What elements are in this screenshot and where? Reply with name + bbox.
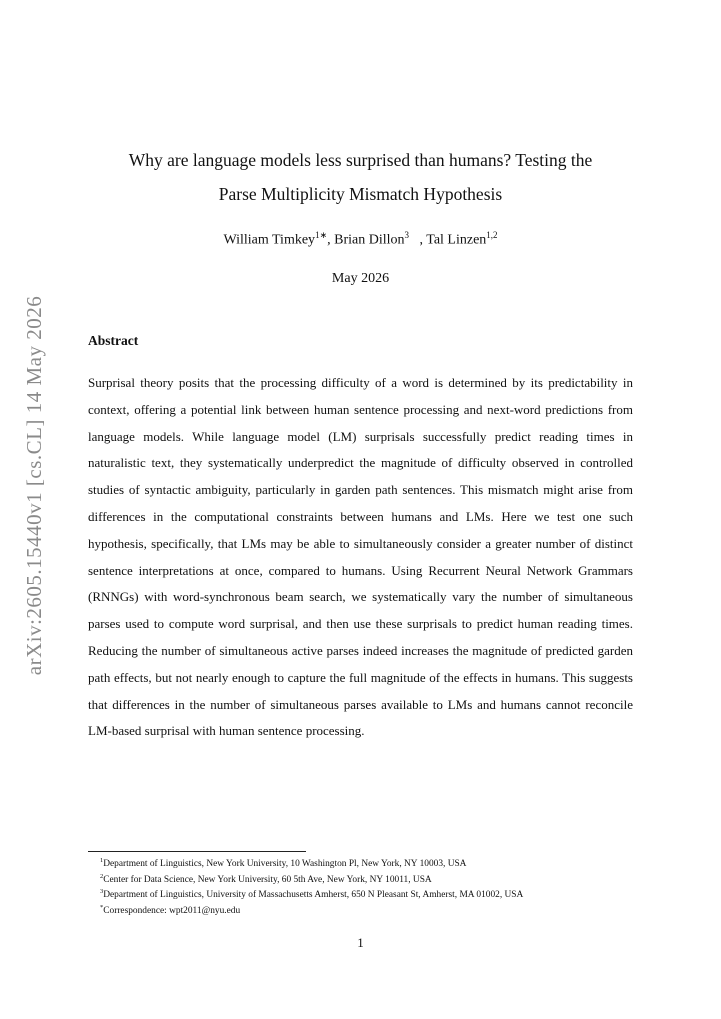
footnote-mark: 1 [100,857,104,864]
author-affiliation: 1,2 [486,230,498,240]
arxiv-sidebar [10,295,60,675]
abstract-heading: Abstract [88,333,139,348]
author-separator: , [409,232,427,248]
footnote [88,855,528,871]
author-list [88,230,633,249]
footnote [88,886,528,902]
footnote [88,902,528,918]
footnote-rule [88,851,306,852]
footnote-mark: 2 [100,872,104,880]
footnote-mark: * [100,904,104,912]
title-line-2: Parse Multiplicity Mismatch Hypothesis [218,184,503,204]
abstract-body: Surprisal theory posits that the processing difficulty of a word is determined by its predictability in context, offering a potential link between human sentence processing and next-word predictions from language models. While language model (LM) surprisals successfully predict reading times in naturalistic text, they systematically underpredict the magnitude of difficulty observed in controlled studies of syntactic ambiguity, particularly in garden path sentences. This mismatch might arise from differences in the computational constraints between humans and LMs. Here we test one such hypothesis, specifically, that LMs may be able to simultaneously consider a greater number of distinct sentence interpretations at once, compared to humans. Using Recurrent Neural Network Grammars (RNNGs) with word-synchronous beam search, we systematically vary the number of simultaneous parses used to compute word surprisal, and then use these surprisals to predict human reading times. Reducing the number of simultaneous active parses indeed increases the magnitude of predicted garden path effects, but not nearly enough to capture the full magnitude of the effects in humans. This suggests that differences in the number of simultaneous parses available to LMs and humans cannot reconcile LM-based surprisal with human sentence processing. [88,375,633,739]
footnote [88,871,528,887]
author-affiliation: 1∗ [315,230,328,240]
page-number: 1 [357,935,364,950]
author-name: William Timkey [223,232,316,248]
author-name: Tal Linzen [426,232,487,248]
publication-date: May 2026 [331,271,390,286]
title-line-1: Why are language models less surprised than humans? Testing the [128,150,593,170]
footnote-text: Correspondence: wpt2011@nyu.edu [103,906,241,917]
author-separator: , [327,232,335,248]
arxiv-identifier: arXiv:2605.15440v1 [cs.CL] 14 May 2026 [22,295,47,675]
footnote-text: Department of Linguistics, New York University, 10 Washington Pl, New York, NY 10003, USA [103,859,467,870]
paper-title [88,143,633,211]
author-affiliation: 3 [404,230,409,240]
footnote-text: Center for Data Science, New York University, 60 5th Ave, New York, NY 10011, USA [103,874,432,885]
footnote-mark: 3 [100,888,104,896]
footnotes [88,855,528,918]
footnote-text: Department of Linguistics, University of Massachusetts Amherst, 650 N Pleasant St, Amherst, MA 01002, USA [103,890,524,901]
author-name: Brian Dillon [334,232,405,248]
